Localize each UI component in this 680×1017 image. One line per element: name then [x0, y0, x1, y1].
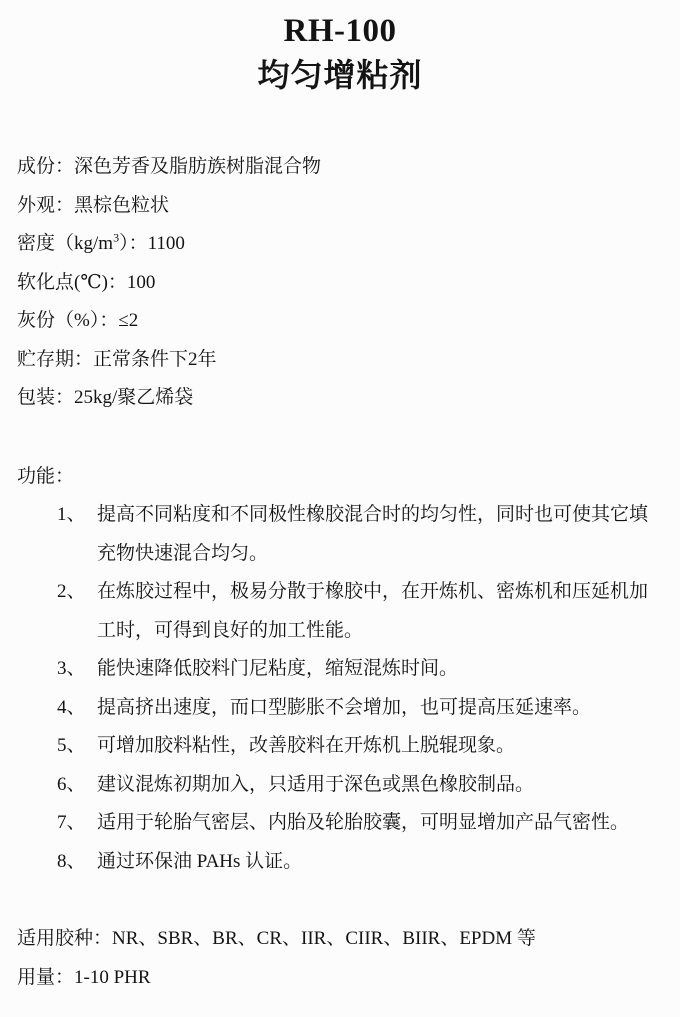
function-item-text: 在炼胶过程中，极易分散于橡胶中，在开炼机、密炼机和压延机加工时，可得到良好的加工性能。 — [97, 581, 649, 641]
function-item-text: 建议混炼初期加入，只适用于深色或黑色橡胶制品。 — [97, 773, 535, 795]
property-line-ash: 灰份（%）：≤2 — [17, 310, 139, 331]
function-item-number: 1、 — [57, 504, 86, 525]
function-item-number: 8、 — [57, 850, 86, 872]
property-line-appearance: 外观：黑棕色粒状 — [17, 194, 170, 216]
document-header — [0, 0, 680, 98]
function-item-6 — [0, 766, 680, 805]
functions-heading: 功能： — [17, 465, 75, 487]
property-line-density — [17, 225, 656, 264]
function-item-4 — [0, 689, 680, 728]
property-line-softening-point: 软化点(℃)：100 — [17, 271, 156, 293]
density-value: ）：1100 — [119, 233, 185, 254]
properties-section — [0, 148, 680, 418]
function-item-text: 提高不同粘度和不同极性橡胶混合时的均匀性，同时也可使其它填充物快速混合均匀。 — [97, 504, 649, 564]
footer-section — [0, 920, 680, 997]
function-item-text: 可增加胶料粘性，改善胶料在开炼机上脱辊现象。 — [97, 735, 516, 756]
function-item-number: 5、 — [57, 735, 86, 756]
function-item-3 — [0, 650, 680, 689]
function-item-number: 4、 — [57, 696, 86, 718]
function-item-number: 3、 — [57, 658, 86, 679]
function-item-text: 通过环保油 PAHs 认证。 — [97, 850, 303, 872]
function-item-5 — [0, 727, 680, 766]
property-line-shelf-life: 贮存期：正常条件下2年 — [17, 348, 217, 370]
product-code-title: RH-100 — [283, 13, 397, 49]
density-superscript: 3 — [113, 230, 120, 245]
function-item-8 — [0, 843, 680, 882]
dosage-line: 用量：1-10 PHR — [17, 966, 151, 988]
function-item-text: 能快速降低胶料门尼粘度，缩短混炼时间。 — [97, 658, 459, 679]
function-item-text: 提高挤出速度，而口型膨胀不会增加，也可提高压延速率。 — [97, 696, 592, 718]
property-line-packaging: 包装：25kg/聚乙烯袋 — [17, 387, 194, 408]
functions-list — [0, 496, 680, 881]
applicable-rubbers-line: 适用胶种：NR、SBR、BR、CR、IIR、CIIR、BIIR、EPDM 等 — [17, 928, 536, 949]
density-label: 密度（kg/m — [17, 233, 114, 254]
function-item-1 — [0, 496, 680, 573]
function-item-7 — [0, 804, 680, 843]
function-item-number: 7、 — [57, 812, 86, 833]
function-item-text: 适用于轮胎气密层、内胎及轮胎胶囊，可明显增加产品气密性。 — [97, 812, 630, 833]
functions-section — [0, 458, 680, 882]
function-item-2 — [0, 573, 680, 650]
property-line-composition: 成份：深色芳香及脂肪族树脂混合物 — [17, 156, 322, 177]
function-item-number: 2、 — [57, 581, 86, 602]
function-item-number: 6、 — [57, 773, 86, 795]
product-name-title: 均匀增粘剂 — [257, 57, 423, 93]
